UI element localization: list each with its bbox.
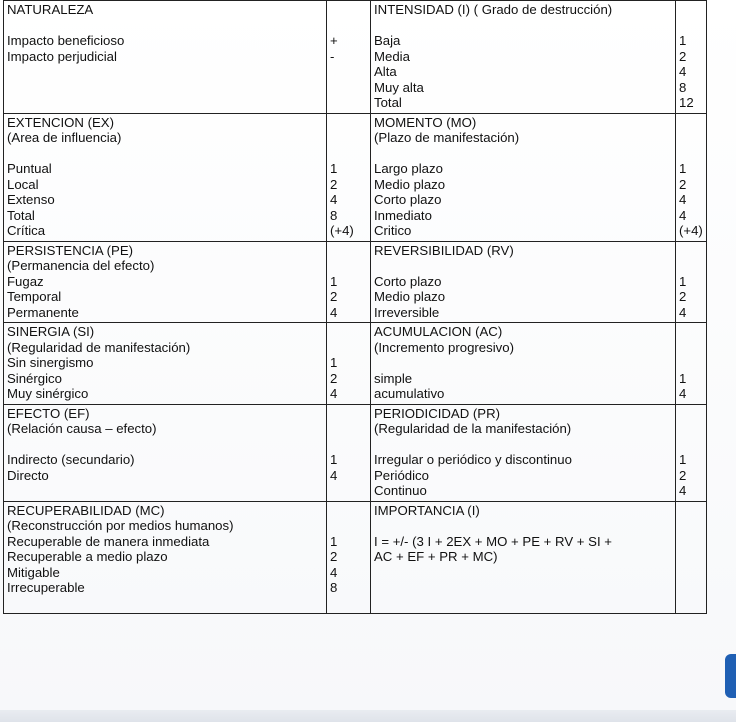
right-value-cell-line: 4 <box>679 304 687 320</box>
left-criterion-cell-line: Mitigable <box>7 564 60 580</box>
right-value-cell-line: 2 <box>679 467 687 483</box>
right-criterion-cell-line: MOMENTO (MO) <box>374 114 477 130</box>
right-criterion-cell-line: Irreversible <box>374 304 440 320</box>
right-criterion-cell-line: Periódico <box>374 467 429 483</box>
right-value-cell-line: 4 <box>679 192 687 207</box>
left-criterion-cell <box>4 501 327 614</box>
right-criterion-cell-line <box>374 146 672 162</box>
left-criterion-cell-line: Impacto perjudicial <box>7 48 117 64</box>
left-value-cell-line <box>330 64 367 80</box>
left-criterion-cell <box>4 1 327 114</box>
left-value-cell-line: 4 <box>330 386 338 401</box>
right-value-cell-line: 1 <box>679 452 687 467</box>
left-value-cell-line <box>330 518 367 534</box>
left-criterion-cell-line: Sin sinergismo <box>7 355 94 370</box>
left-value-cell-line <box>330 421 367 437</box>
right-criterion-cell-line: Baja <box>374 33 401 48</box>
left-value-cell <box>327 241 371 323</box>
left-value-cell-line <box>330 80 367 96</box>
right-value-cell <box>676 1 707 114</box>
right-criterion-cell-line: PERIODICIDAD (PR) <box>374 405 501 421</box>
left-value-cell-line <box>330 2 367 18</box>
left-criterion-cell-line: Total <box>7 207 35 223</box>
left-criterion-cell-line: (Relación causa – efecto) <box>7 421 157 436</box>
left-criterion-cell-line: Temporal <box>7 289 62 304</box>
right-criterion-cell-line <box>374 258 672 274</box>
left-criterion-cell-line: Puntual <box>7 161 52 176</box>
right-value-cell-line: 1 <box>679 33 687 48</box>
right-value-cell <box>676 501 707 614</box>
left-value-cell-line <box>330 437 367 453</box>
right-criterion-cell-line: Medio plazo <box>374 176 446 192</box>
left-criterion-cell-line: SINERGIA (SI) <box>7 324 95 339</box>
left-criterion-cell-line: Sinérgico <box>7 370 62 386</box>
criteria-row <box>4 323 707 405</box>
left-value-cell-line <box>330 324 367 340</box>
criteria-row <box>4 404 707 501</box>
right-criterion-cell-line: acumulativo <box>374 386 445 401</box>
right-criterion-cell-line: Largo plazo <box>374 161 443 176</box>
right-value-cell-line: 1 <box>679 161 687 176</box>
left-criterion-cell-line: PERSISTENCIA (PE) <box>7 242 134 258</box>
right-criterion-cell-line: ACUMULACION (AC) <box>374 324 503 339</box>
left-value-cell-line: 2 <box>330 370 338 386</box>
left-criterion-cell <box>4 113 327 241</box>
right-criterion-cell-line: IMPORTANCIA (I) <box>374 502 480 518</box>
criteria-row <box>4 113 707 241</box>
left-value-cell-line: 1 <box>330 533 338 549</box>
left-criterion-cell-line: Irrecuperable <box>7 580 85 595</box>
left-value-cell-line <box>330 340 367 356</box>
left-criterion-cell-line <box>7 437 323 453</box>
left-value-cell-line <box>330 503 367 519</box>
right-criterion-cell <box>371 323 676 405</box>
right-value-cell-line: 4 <box>679 64 687 79</box>
left-criterion-cell-line: (Regularidad de manifestación) <box>7 339 191 355</box>
right-value-cell-line <box>679 130 703 146</box>
left-criterion-cell-line: Impacto beneficioso <box>7 33 125 48</box>
right-value-cell-line <box>679 421 703 437</box>
right-value-cell-line <box>679 340 703 356</box>
right-value-cell-line <box>679 355 703 371</box>
left-value-cell <box>327 501 371 614</box>
left-value-cell-line: 2 <box>330 549 338 564</box>
left-value-cell-line <box>330 18 367 34</box>
left-criterion-cell-line: NATURALEZA <box>7 2 94 17</box>
left-criterion-cell-line <box>7 64 323 80</box>
left-criterion-cell-line: Muy sinérgico <box>7 386 89 401</box>
right-value-cell-line: 2 <box>679 176 687 192</box>
right-criterion-cell-line <box>374 355 672 371</box>
right-value-cell-line <box>679 243 703 259</box>
right-value-cell <box>676 323 707 405</box>
left-value-cell <box>327 113 371 241</box>
right-value-cell-line <box>679 437 703 453</box>
left-value-cell-line: 4 <box>330 467 338 483</box>
left-criterion-cell-line <box>7 483 323 499</box>
right-criterion-cell-line: INTENSIDAD (I) ( Grado de destrucción) <box>374 2 613 17</box>
left-value-cell-line <box>330 483 367 499</box>
left-value-cell-line: 1 <box>330 452 338 467</box>
left-criterion-cell-line: EXTENCION (EX) <box>7 114 114 130</box>
left-criterion-cell-line: EFECTO (EF) <box>7 405 90 421</box>
left-criterion-cell <box>4 323 327 405</box>
right-value-cell-line <box>679 146 703 162</box>
left-value-cell-line: - <box>330 48 335 64</box>
right-value-cell-line <box>679 2 703 18</box>
right-value-cell-line <box>679 258 703 274</box>
criteria-row <box>4 1 707 114</box>
right-value-cell-line: 4 <box>679 207 687 223</box>
right-value-cell-line: 1 <box>679 273 687 289</box>
left-value-cell-line: 8 <box>330 580 338 595</box>
left-value-cell-line: 4 <box>330 304 338 320</box>
criteria-row <box>4 241 707 323</box>
right-criterion-cell <box>371 241 676 323</box>
right-value-cell <box>676 113 707 241</box>
right-value-cell-line <box>679 503 703 519</box>
left-value-cell-line: 4 <box>330 564 338 580</box>
right-criterion-cell-line: (Incremento progresivo) <box>374 339 514 355</box>
right-value-cell-line <box>679 324 703 340</box>
left-criterion-cell-line <box>7 146 323 162</box>
right-criterion-cell-line: Medio plazo <box>374 289 446 304</box>
left-value-cell-line: 2 <box>330 289 338 304</box>
left-value-cell <box>327 1 371 114</box>
right-criterion-cell-line: Corto plazo <box>374 192 442 207</box>
left-value-cell-line <box>330 258 367 274</box>
right-criterion-cell-line: Media <box>374 48 410 64</box>
left-value-cell-line: 8 <box>330 207 338 223</box>
left-value-cell-line <box>330 406 367 422</box>
right-value-cell <box>676 404 707 501</box>
right-criterion-cell-line: Irregular o periódico y discontinuo <box>374 452 572 467</box>
left-criterion-cell-line <box>7 95 323 111</box>
left-value-cell-line: 2 <box>330 176 338 192</box>
left-criterion-cell-line: (Permanencia del efecto) <box>7 258 155 273</box>
left-value-cell <box>327 404 371 501</box>
left-value-cell-line <box>330 146 367 162</box>
left-value-cell-line: (+4) <box>330 223 354 238</box>
left-criterion-cell-line <box>7 596 323 612</box>
right-value-cell-line <box>679 549 703 565</box>
left-value-cell-line <box>330 95 367 111</box>
left-criterion-cell-line: Indirecto (secundario) <box>7 452 135 467</box>
right-criterion-cell-line: (Plazo de manifestación) <box>374 130 520 145</box>
right-value-cell-line: (+4) <box>679 223 703 238</box>
right-criterion-cell-line: REVERSIBILIDAD (RV) <box>374 242 514 258</box>
left-value-cell-line: 1 <box>330 161 338 176</box>
right-criterion-cell <box>371 1 676 114</box>
side-panel-tab[interactable] <box>725 654 736 698</box>
left-criterion-cell-line <box>7 80 323 96</box>
right-criterion-cell-line: Total <box>374 95 402 110</box>
left-value-cell-line <box>330 130 367 146</box>
impact-criteria-table <box>3 0 707 614</box>
right-criterion-cell-line: Critico <box>374 223 412 238</box>
left-value-cell-line: 1 <box>330 273 338 289</box>
left-value-cell-line <box>330 243 367 259</box>
left-value-cell-line: + <box>330 33 338 48</box>
right-criterion-cell-line <box>374 437 672 453</box>
right-criterion-cell-line: Continuo <box>374 483 427 498</box>
right-criterion-cell-line: simple <box>374 370 413 386</box>
left-criterion-cell-line: Fugaz <box>7 273 44 289</box>
right-value-cell-line <box>679 115 703 131</box>
left-criterion-cell <box>4 404 327 501</box>
left-criterion-cell <box>4 241 327 323</box>
left-criterion-cell-line <box>7 18 323 34</box>
left-criterion-cell-line: Recuperable a medio plazo <box>7 549 168 564</box>
right-criterion-cell-line: Corto plazo <box>374 273 442 289</box>
right-criterion-cell <box>371 404 676 501</box>
right-criterion-cell-line: Alta <box>374 64 397 79</box>
right-value-cell-line: 12 <box>679 95 694 110</box>
left-criterion-cell-line: Permanente <box>7 304 79 320</box>
left-criterion-cell-line: Directo <box>7 467 49 483</box>
right-value-cell-line <box>679 534 703 550</box>
right-value-cell-line <box>679 18 703 34</box>
bottom-edge <box>0 710 736 722</box>
left-value-cell-line: 4 <box>330 192 338 207</box>
left-criterion-cell-line: (Area de influencia) <box>7 130 122 145</box>
left-criterion-cell-line: Extenso <box>7 192 55 207</box>
right-criterion-cell-line: AC + EF + PR + MC) <box>374 549 498 564</box>
right-criterion-cell-line: (Regularidad de la manifestación) <box>374 421 572 436</box>
right-value-cell-line: 4 <box>679 483 687 498</box>
left-value-cell-line: 1 <box>330 355 338 370</box>
right-criterion-cell-line <box>374 18 672 34</box>
right-criterion-cell-line: I = +/- (3 I + 2EX + MO + PE + RV + SI + <box>374 533 612 549</box>
left-criterion-cell-line: Recuperable de manera inmediata <box>7 533 210 549</box>
left-criterion-cell-line: RECUPERABILIDAD (MC) <box>7 502 165 518</box>
right-criterion-cell <box>371 113 676 241</box>
left-criterion-cell-line: (Reconstrucción por medios humanos) <box>7 518 234 533</box>
right-value-cell <box>676 241 707 323</box>
left-criterion-cell-line: Local <box>7 176 39 192</box>
criteria-row <box>4 501 707 614</box>
right-value-cell-line <box>679 518 703 534</box>
left-criterion-cell-line: Crítica <box>7 223 46 238</box>
right-criterion-cell-line: Inmediato <box>374 207 432 223</box>
left-value-cell-line <box>330 115 367 131</box>
left-value-cell <box>327 323 371 405</box>
right-value-cell-line: 4 <box>679 386 687 401</box>
right-value-cell-line: 2 <box>679 48 687 64</box>
right-value-cell-line: 8 <box>679 79 687 95</box>
right-value-cell-line: 2 <box>679 289 687 304</box>
right-criterion-cell <box>371 501 676 614</box>
right-value-cell-line <box>679 406 703 422</box>
left-value-cell-line <box>330 596 367 612</box>
right-value-cell-line: 1 <box>679 370 687 386</box>
right-criterion-cell-line <box>374 518 672 534</box>
right-criterion-cell-line: Muy alta <box>374 79 424 95</box>
